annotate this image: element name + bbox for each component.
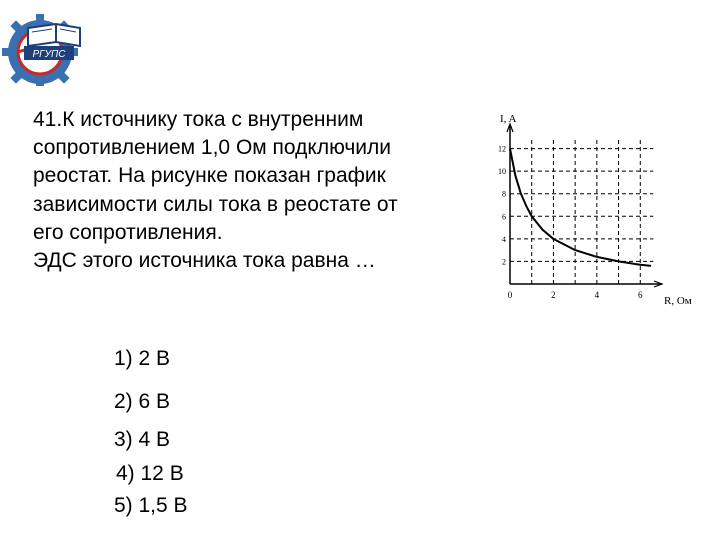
y-tick-label: 8 [502,189,506,199]
x-tick-label: 2 [551,290,556,300]
question-line: его сопротивления. [33,220,223,244]
question-line: 41.К источнику тока с внутренним [33,108,364,131]
y-tick-label: 10 [498,167,506,177]
book-icon [28,24,80,46]
question-line: сопротивлением 1,0 Ом подключили [33,136,392,160]
y-tick-label: 6 [502,212,506,222]
question-line: ЭДС этого источника тока равна … [33,249,376,273]
answer-option-3[interactable]: 3) 4 В [114,428,171,451]
x-tick-label: 6 [638,290,643,300]
answer-option-1[interactable]: 1) 2 В [114,347,171,370]
question-text [33,106,478,275]
university-logo [2,8,82,86]
answer-option-2[interactable]: 2) 6 В [114,390,171,413]
y-tick-label: 2 [502,257,506,267]
x-tick-label: 4 [594,290,600,300]
chart-grid [510,137,653,284]
data-series-line [510,149,651,266]
logo-text: РГУПС [32,49,66,60]
y-axis-label: I, A [500,113,517,125]
question-line: зависимости силы тока в реостате от [33,192,398,216]
current-resistance-chart [490,108,710,320]
answer-option-5[interactable]: 5) 1,5 В [114,494,188,517]
x-tick-label: 0 [507,290,513,300]
y-tick-label: 12 [498,144,506,154]
x-axis-label: R, Ом [664,295,692,307]
y-tick-label: 4 [502,234,506,244]
chart-svg [490,108,710,320]
answer-option-4[interactable]: 4) 12 В [116,462,184,485]
question-line: реостат. На рисунке показан график [33,164,386,188]
